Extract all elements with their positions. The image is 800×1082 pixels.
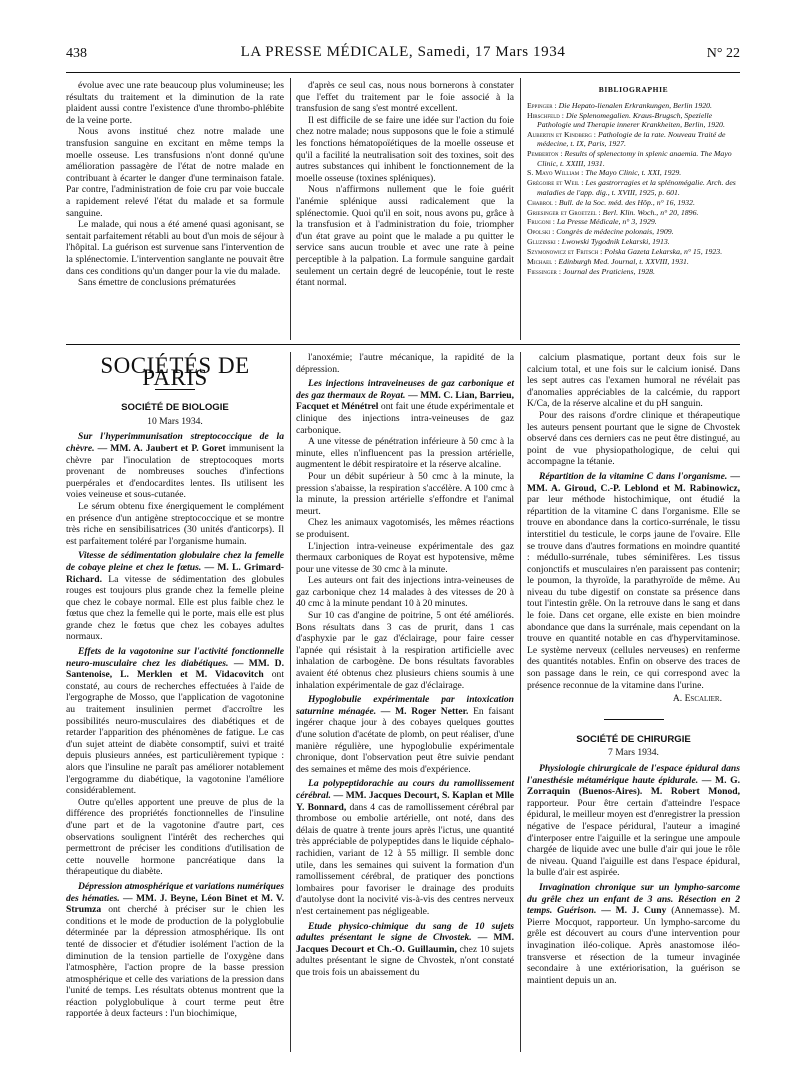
- article-title: Vitesse de sédimentation globulaire chez la femelle de cobaye pleine et chez le fœtus.: [66, 550, 284, 573]
- bib-reference: Bull. de la Soc. méd. des Hôp., n° 16, 1932.: [558, 197, 695, 207]
- article-text: immunisent la chèvre par l'inoculation de streptocoques morts provenant de nombreuses souches d'infections puerpérales et d'endocardites lentes. Ils utilisent les voies veineuse et sous-cutanée.: [66, 442, 284, 501]
- article-text: Le sérum obtenu fixe énergiquement le complément en présence d'un antigène streptococcique et se montre très riche en sensibilisatrices (30 unités d'anticorps). Il est parfaitement toléré par l'organisme humain.: [66, 500, 284, 547]
- bibliography-entry: [527, 198, 740, 207]
- bib-author: Pemberton :: [527, 149, 563, 159]
- article-text: ont fait une étude expérimentale et clinique des injections intra-veineuses de gaz carbonique.: [296, 401, 514, 436]
- bib-author: Hirschfeld :: [527, 110, 564, 120]
- societes-title: SOCIÉTÉS DE PARIS: [100, 353, 250, 390]
- bib-author: Michael :: [527, 257, 557, 267]
- paragraph: évolue avec une rate beaucoup plus volumineuse; les résultats du traitement et la diminution de la rate plaident aussi contre l'existence d'une thrombo-phlébite de la veine porte.: [66, 80, 284, 126]
- column-divider: [290, 352, 291, 1052]
- chirurgie-articles: [527, 763, 740, 986]
- article-authors: — MM. Jacques Decourt, S. Kaplan et Mlle Y. Bonnard,: [296, 789, 514, 813]
- bottom-column-3: [527, 352, 740, 986]
- paragraph: [296, 471, 514, 517]
- article: [296, 921, 514, 979]
- bibliography-entry: [527, 168, 740, 177]
- bottom-column-2: [296, 352, 514, 978]
- signature: A. Escalier.: [672, 693, 722, 705]
- bib-author: Opolski :: [527, 227, 555, 237]
- article-title: Répartition de la vitamine C dans l'organisme.: [539, 470, 728, 482]
- column-divider: [520, 78, 521, 340]
- paragraph: [296, 541, 514, 576]
- bib-reference: The Mayo Clinic, t. XXI, 1929.: [585, 168, 682, 178]
- bib-reference: Les gastrorragies et la splénomégalie. Arch. des maladies de l'app. dig., t. XVIII, 1925, p. 601.: [537, 178, 736, 197]
- bib-reference: La Presse Médicale, n° 3, 1929.: [556, 217, 657, 227]
- article-title: Hypoglobulie expérimentale par intoxication saturnine ménagée.: [296, 694, 514, 717]
- article-authors: — M. G. Zorraquin (Buenos-Aires). M. Robert Monod,: [527, 774, 740, 798]
- article-authors: — MM. D. Santenoise, L. Merklen et M. Vidacovitch: [66, 657, 284, 681]
- paragraph: [296, 352, 514, 375]
- bibliography-entry: [527, 217, 740, 226]
- article: [66, 881, 284, 1020]
- top-column-1: [66, 80, 284, 289]
- article-text: ont constaté, au cours de recherches effectuées à l'aide de l'ergographe de Mosso, que l'application de vagotonine au traitement insulinien permet d'accroître les possibilités neuro-musculaires des diabétiques et de retarder l'apparition des phénomènes de fatigue. Le cas d'un sujet atteint de diabète consomptif, suivi et traité depuis plusieurs années, est particulièrement typique : alors que l'insuline ne paraît pas améliorer notablement l'ergogramme du diabétique, la vagotonine l'améliore considérablement.: [66, 669, 284, 797]
- article: [296, 778, 514, 917]
- issue-number: N° 22: [706, 46, 740, 61]
- paragraph: [296, 517, 514, 540]
- column-divider: [520, 352, 521, 1052]
- article-text: (Annemasse). M. Pierre Mocquot, rapporteur. Un lympho-sarcome du grêle est découvert au cours d'une intervention pour invagination iléo-colique. Après anastomose iléo-transverse et résection de la tumeur invaginée secondaire à une extériorisation, la guérison se maintient depuis un an.: [527, 905, 740, 986]
- bibliography-entry: [527, 111, 740, 130]
- section-rule-short: [604, 719, 664, 720]
- paragraph: [527, 352, 740, 410]
- bib-author: Gluzinski :: [527, 237, 560, 247]
- article-text: rapporteur. Pour être certain d'atteindre l'espace épidural, le meilleur moyen est d'enregistrer la pression négative de l'espace péridural, l'auteur a imaginé d'interposer entre l'aiguille et la seringue une ampoule chargée de liquide avec une bulle d'air qui joue le rôle de niveau. Quand l'aiguille est dans l'espace épidural, la bulle d'air est aspirée.: [527, 797, 740, 879]
- article-text: calcium plasmatique, portant deux fois sur le calcium total, et une fois sur le calcium ionisé. Dans les sept autres cas l'examen humoral ne révélait pas d'anomalies appréciables de la calcémie, du rapport K/Ca, de la réserve alcaline et du pH sanguin.: [527, 352, 740, 410]
- biologie-articles-cont: [527, 352, 740, 691]
- article: [527, 763, 740, 879]
- bib-reference: Journal des Praticiens, 1928.: [562, 267, 656, 276]
- bibliography-entry: [527, 208, 740, 217]
- article-authors: — M. Roger Netter.: [380, 705, 469, 717]
- article-authors: — MM. J. Beyne, Léon Binet et M. V. Strumza: [66, 892, 284, 916]
- article-text: En faisant ingérer chaque jour à des cobayes quelques gouttes d'une solution d'acétate de plomb, on peut réaliser, d'une manière régulière, une hypoglobulie expérimentale chronique, dont l'observation peut être suivie pendant des semaines et même des mois d'expérience.: [296, 705, 514, 775]
- article-authors: — M. L. Grimard-Richard.: [66, 561, 284, 585]
- article: [527, 471, 740, 691]
- article: [66, 646, 284, 797]
- paragraph: [296, 575, 514, 610]
- bib-author: S. Mayo William :: [527, 168, 584, 178]
- bibliography-entry: [527, 101, 740, 110]
- article-text: Outre qu'elles apportent une preuve de plus de la différence des propriétés fonctionnelles de l'insuline d'une part et de la vagotonine d'autre part, ces observations soulignent l'intérêt des recherches qui permettront de préciser les conditions d'utilisation de cette nouvelle hormone pancréatique dans la thérapeutique du diabète.: [66, 796, 284, 878]
- article-text: L'injection intra-veineuse expérimentale des gaz thermaux carboniques de Royat est hypotensive, même pour une vitesse de 30 cmc à la minute.: [296, 540, 514, 575]
- article-text: Sur 10 cas d'angine de poitrine, 5 ont été améliorés. Bons résultats dans 3 cas de prurit, dans 1 cas d'asphyxie par le gaz d'éclairage, pour faire cesser l'apnée qui résistait à la respiration artificielle avec inhalation de carbogène. De bons résultats favorables avaient été obtenus chez plusieurs chiens soumis à une inhalation expérimentale de gaz d'éclairage.: [296, 610, 514, 691]
- article-title: Physiologie chirurgicale de l'espace épidural dans l'anesthésie métamérique haute épidurale.: [527, 763, 740, 786]
- bottom-column-1: [66, 346, 284, 1020]
- bibliography: [527, 82, 740, 277]
- paragraph: Nous n'affirmons nullement que le foie guérit l'anémie splénique aussi radicalement que la splénectomie. Quoi qu'il en soit, nous avons pu, grâce à la transfusion et à l'administration du foie, triompher d'un état grave au point que le malade a pu quitter le service sans aucun trouble et avec une rate à peine perceptible à la palpation. La formule sanguine gardait seulement un certain degré de leucopénie, tout le reste étant normal.: [296, 184, 514, 289]
- bibliography-list: [527, 101, 740, 277]
- bibliography-entry: [527, 237, 740, 246]
- paragraph: [527, 410, 740, 468]
- article-title: Les injections intraveineuses de gaz carbonique et des gaz thermaux de Royat.: [296, 378, 514, 401]
- section-rule: [66, 344, 740, 345]
- bib-author: Frugoni :: [527, 217, 555, 227]
- bib-reference: Pathologie de la rate. Nouveau Traité de médecine, t. IX, Paris, 1927.: [537, 129, 726, 149]
- bibliography-entry: [527, 267, 740, 276]
- page-header: [66, 44, 740, 70]
- chirurgie-date: 7 Mars 1934.: [608, 747, 659, 759]
- bib-author: Griesinger et Groetzel :: [527, 207, 601, 217]
- article: [296, 378, 514, 436]
- article-text: Pour un débit supérieur à 50 cmc à la minute, la pression s'abaisse, la respiration s'accélère. A 100 cmc à la minute, la pression artérielle s'effondre et l'animal meurt.: [296, 470, 514, 517]
- bib-reference: Berl. Klin. Woch., n° 20, 1896.: [602, 207, 699, 217]
- article-text: La vitesse de sédimentation des globules rouges est toujours plus grande chez la femelle pleine que chez le cobaye normal. Elle est plus faible chez le fœtus que chez la femelle qui le porte, mais elle est plus grande chez le fœtus que chez les cobayes adultes normaux.: [66, 573, 284, 643]
- paragraph: [296, 610, 514, 691]
- bibliography-entry: [527, 257, 740, 266]
- article-text: A une vitesse de pénétration inférieure à 50 cmc à la minute, elles n'influencent pas la pression artérielle, augmentent le débit respiratoire et la réserve alcaline.: [296, 436, 514, 471]
- article: [66, 431, 284, 501]
- bib-author: Chabrol :: [527, 197, 557, 207]
- article-text: Pour des raisons d'ordre clinique et thérapeutique les auteurs pensent pourtant que le signe de Chvostek observé dans ces derniers cas ne peut être distingué, au point de vue physiopathologique, de celui qui accompagne la tétanie.: [527, 409, 740, 468]
- article-title: Etude physico-chimique du sang de 10 sujets adultes présentant le signe de Chvostek.: [296, 920, 514, 944]
- paragraph: [66, 797, 284, 878]
- article-authors: — MM. A. Giroud, C.-P. Leblond et M. Rabinowicz,: [527, 470, 740, 494]
- biologie-title: SOCIÉTÉ DE BIOLOGIE: [121, 402, 229, 414]
- article-title: Sur l'hyperimmunisation streptococcique de la chèvre.: [66, 431, 284, 454]
- article-title: Invagination chronique sur un lympho-sarcome du grêle chez un enfant de 3 ans. Résection en 2 temps. Guérison.: [527, 881, 740, 917]
- article-authors: — MM. Jacques Decourt et Ch.-O. Guillaumin,: [296, 932, 514, 955]
- biologie-articles: [66, 431, 284, 1020]
- paragraph: Sans émettre de conclusions prématurées: [78, 277, 236, 289]
- top-column-2: [296, 80, 514, 289]
- paragraph: d'après ce seul cas, nous nous bornerons à constater que l'effet du traitement par le foie associé à la transfusion de sang s'est montré excellent.: [296, 80, 514, 115]
- article-text: ont cherché à préciser sur le chien les conditions et le mode de production de la polyglobulie déterminée par la dépression atmosphérique. Ils ont tenté de dissocier et d'étudier isolément l'action de la diminution de la tension partielle de l'oxygène dans l'atmosphère, l'action propre de la basse pression atmosphérique et celle des variations de la pression dans l'unité de temps. Les résultats obtenus montrent que la réaction polyglobulique à court terme peut être rapportée à deux facteurs : l'un biochimique,: [66, 904, 284, 1020]
- bib-author: Grégoire et Weil :: [527, 178, 584, 188]
- bib-reference: Die Hepato-lienalen Erkrankungen, Berlin 1920.: [558, 100, 712, 110]
- paragraph: Il est difficile de se faire une idée sur l'action du foie chez notre malade; nous supposons que le foie a stimulé les fonctions hématopoïétiques de la moelle osseuse et qu'il a facilité la neutralisation soit des toxines, soit des autres substances qui inhibent le fonctionnement de la moelle osseuse (toxines spléniques).: [296, 114, 514, 184]
- bib-author: Aubertin et Kindberg :: [527, 129, 596, 139]
- article: [66, 550, 284, 643]
- article-text: l'anoxémie; l'autre mécanique, la rapidité de la dépression.: [296, 352, 514, 375]
- bibliography-title: BIBLIOGRAPHIE: [598, 85, 669, 94]
- article-text: Les auteurs ont fait des injections intra-veineuses de gaz carbonique chez 14 malades à des vitesses de 20 à 40 cmc à la minute pendant 10 à 20 minutes.: [296, 575, 514, 610]
- article: [296, 694, 514, 775]
- article-title: La polypeptidorachie au cours du ramollissement cérébral.: [296, 778, 514, 801]
- bib-reference: Edinburgh Med. Journal, t. XXVIII, 1931.: [558, 257, 689, 267]
- paragraph: [296, 436, 514, 471]
- bib-author: Eppinger :: [527, 100, 557, 110]
- page-number: 438: [66, 46, 87, 61]
- bibliography-entry: [527, 130, 740, 149]
- column-divider: [290, 78, 291, 340]
- bib-reference: Congrès de médecine polonais, 1909.: [556, 227, 674, 237]
- chirurgie-title: SOCIÉTÉ DE CHIRURGIE: [576, 733, 691, 745]
- article-authors: — MM. A. Jaubert et P. Goret: [97, 442, 226, 454]
- bibliography-entry: [527, 247, 740, 256]
- bib-reference: Die Splenomegalien. Kraus-Brugsch, Spezielle Pathologie und Therapie innerer Krankheiten, Berlin, 1920.: [537, 110, 725, 129]
- article: [527, 882, 740, 986]
- header-rule: [66, 72, 740, 73]
- article-authors: — MM. C. Lian, Barrieu, Facquet et Ménétrel: [296, 389, 514, 413]
- bibliography-entry: [527, 227, 740, 236]
- paragraph: Le malade, qui nous a été amené quasi agonisant, se sentait parfaitement rétabli au bout d'un mois de séjour à l'hôpital. La guérison est survenue sans l'intervention de la splénectomie. L'intervention sanglante ne pouvait être dans ces conditions qu'un danger pour la vie du malade.: [66, 219, 284, 277]
- article-text: par leur méthode histochimique, ont étudié la répartition de la vitamine C dans l'organisme. Elle se trouve en abondance dans la cortico-surrénale, le tissu interstitiel du testicule, le corps jaune de l'ovaire. Elle se trouve dans d'autres formations en moindre quantité : médullo-surrénale, tubes séminifères. Les tissus conjonctifs et musculaires n'en paraissent pas contenir; le poumon, la thyroïde, la parathyroïde de même. Au niveau du tube digestif on constate sa présence dans tout l'intestin grêle. On la retrouve dans le sang et dans le foie. Dans cet organe, elle existe en bien moindre abondance que dans la surrénale, mais cependant on la trouve en quantité notable en cas d'hypervitaminose. Le système nerveux (cellules nerveuses) en renferme des quantités notables. Enfin on observe des traces de son passage dans le rein, ce qui correspond avec la présence reconnue de la vitamine dans l'urine.: [527, 494, 740, 691]
- bib-reference: Results of splenectomy in splenic anaemia. The Mayo Clinic, t. XXIII, 1931.: [537, 149, 732, 168]
- article-text: Chez les animaux vagotomisés, les mêmes réactions se produisent.: [296, 517, 514, 540]
- paragraph: [66, 501, 284, 547]
- article-text: chez 10 sujets adultes présentant le signe de Chvostek, n'ont constaté que trois fois un abaissement du: [296, 943, 514, 978]
- article-title: Effets de la vagotonine sur l'activité fonctionnelle neuro-musculaire chez les diabétiques.: [66, 646, 284, 669]
- biologie-date: 10 Mars 1934.: [147, 415, 203, 427]
- bib-reference: Polska Gazeta Lekarska, n° 15, 1923.: [604, 247, 723, 257]
- article-title: Dépression atmosphérique et variations numériques des hématies.: [66, 880, 284, 904]
- paragraph: Nous avons institué chez notre malade une transfusion sanguine en excitant en même temps la moelle osseuse. Les transfusions n'ont donné qu'une amélioration passagère de l'état de notre malade en contribuant à écarter le danger d'une terminaison fatale. Par contre, l'administration de foie cru par voie buccale a rapidement relevé l'état du malade et sa formule sanguine.: [66, 126, 284, 219]
- bib-reference: Lwowski Tygodnik Lekarski, 1913.: [561, 237, 670, 247]
- article-text: dans 4 cas de ramollissement cérébral par thrombose ou embolie artérielle, ont noté, dans des délais de quatre à trente jours après l'ictus, une quantité très appréciable de polypeptides dans le liquide céphalo-rachidien, variant de 12 à 55 milligr. Il semble donc utile, dans les semaines qui suivent la formation d'un ramollissement cérébral, de pratiquer des ponctions lombaires pour favoriser le drainage des produits d'autolyse dont la nocivité vis-à-vis des centres nerveux n'est certainement pas négligeable.: [296, 801, 514, 917]
- bib-author: Szymonowicz et Fritsch :: [527, 247, 603, 257]
- bibliography-entry: [527, 178, 740, 197]
- article-authors: — M. J. Cuny: [601, 905, 667, 917]
- bibliography-entry: [527, 149, 740, 168]
- bib-author: Fiessinger :: [527, 267, 562, 276]
- journal-title: LA PRESSE MÉDICALE, Samedi, 17 Mars 1934: [240, 44, 566, 60]
